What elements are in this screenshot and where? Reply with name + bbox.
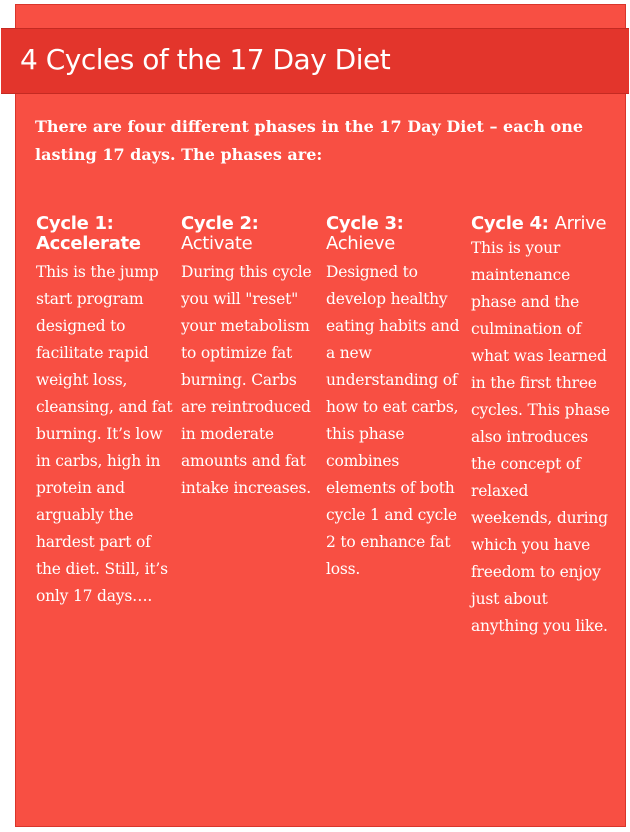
- cycle-2-name: Activate: [181, 233, 253, 254]
- cycle-3-heading: [326, 214, 466, 254]
- cycle-3-description: Designed to develop healthy eating habits and a new understanding of how to eat carbs, this phase combines elements of both cycle 1 and cycle 2 to enhance fat loss.: [326, 263, 460, 578]
- cycle-3-column: [326, 214, 466, 583]
- cycle-2-description: During this cycle you will "reset" your metabolism to optimize fat burning. Carbs are reintroduced in moderate amounts and fat intake increases.: [181, 263, 312, 497]
- cycle-4-name: Arrive: [554, 213, 607, 234]
- cycle-1-description: This is the jump start program designed to facilitate rapid weight loss, cleansing, and fat burning. It’s low in carbs, high in protein and arguably the hardest part of the diet. Still, it’s only 17 days….: [36, 263, 173, 605]
- cycle-2-column: [181, 214, 321, 502]
- cycle-1-column: [36, 214, 176, 610]
- cycle-4-heading: [471, 214, 611, 234]
- cycle-1-name: Accelerate: [36, 233, 141, 254]
- intro-paragraph: There are four different phases in the 17 Day Diet – each one lasting 17 days. The phases are:: [35, 117, 584, 164]
- page-title: 4 Cycles of the 17 Day Diet: [20, 43, 391, 76]
- title-banner: [1, 28, 629, 94]
- cycle-4-number: Cycle 4:: [471, 213, 549, 234]
- cycle-4-column: [471, 214, 611, 640]
- cycle-1-number: Cycle 1:: [36, 213, 114, 234]
- cycle-3-number: Cycle 3:: [326, 213, 404, 234]
- cycle-4-description: This is your maintenance phase and the culmination of what was learned in the first three cycles. This phase also introduces the concept of relaxed weekends, during which you have freedom to enjoy just about anything you like.: [471, 239, 610, 635]
- cycle-2-heading: [181, 214, 321, 254]
- cycle-3-name: Achieve: [326, 233, 396, 254]
- cycle-1-heading: [36, 214, 176, 254]
- cycle-2-number: Cycle 2:: [181, 213, 259, 234]
